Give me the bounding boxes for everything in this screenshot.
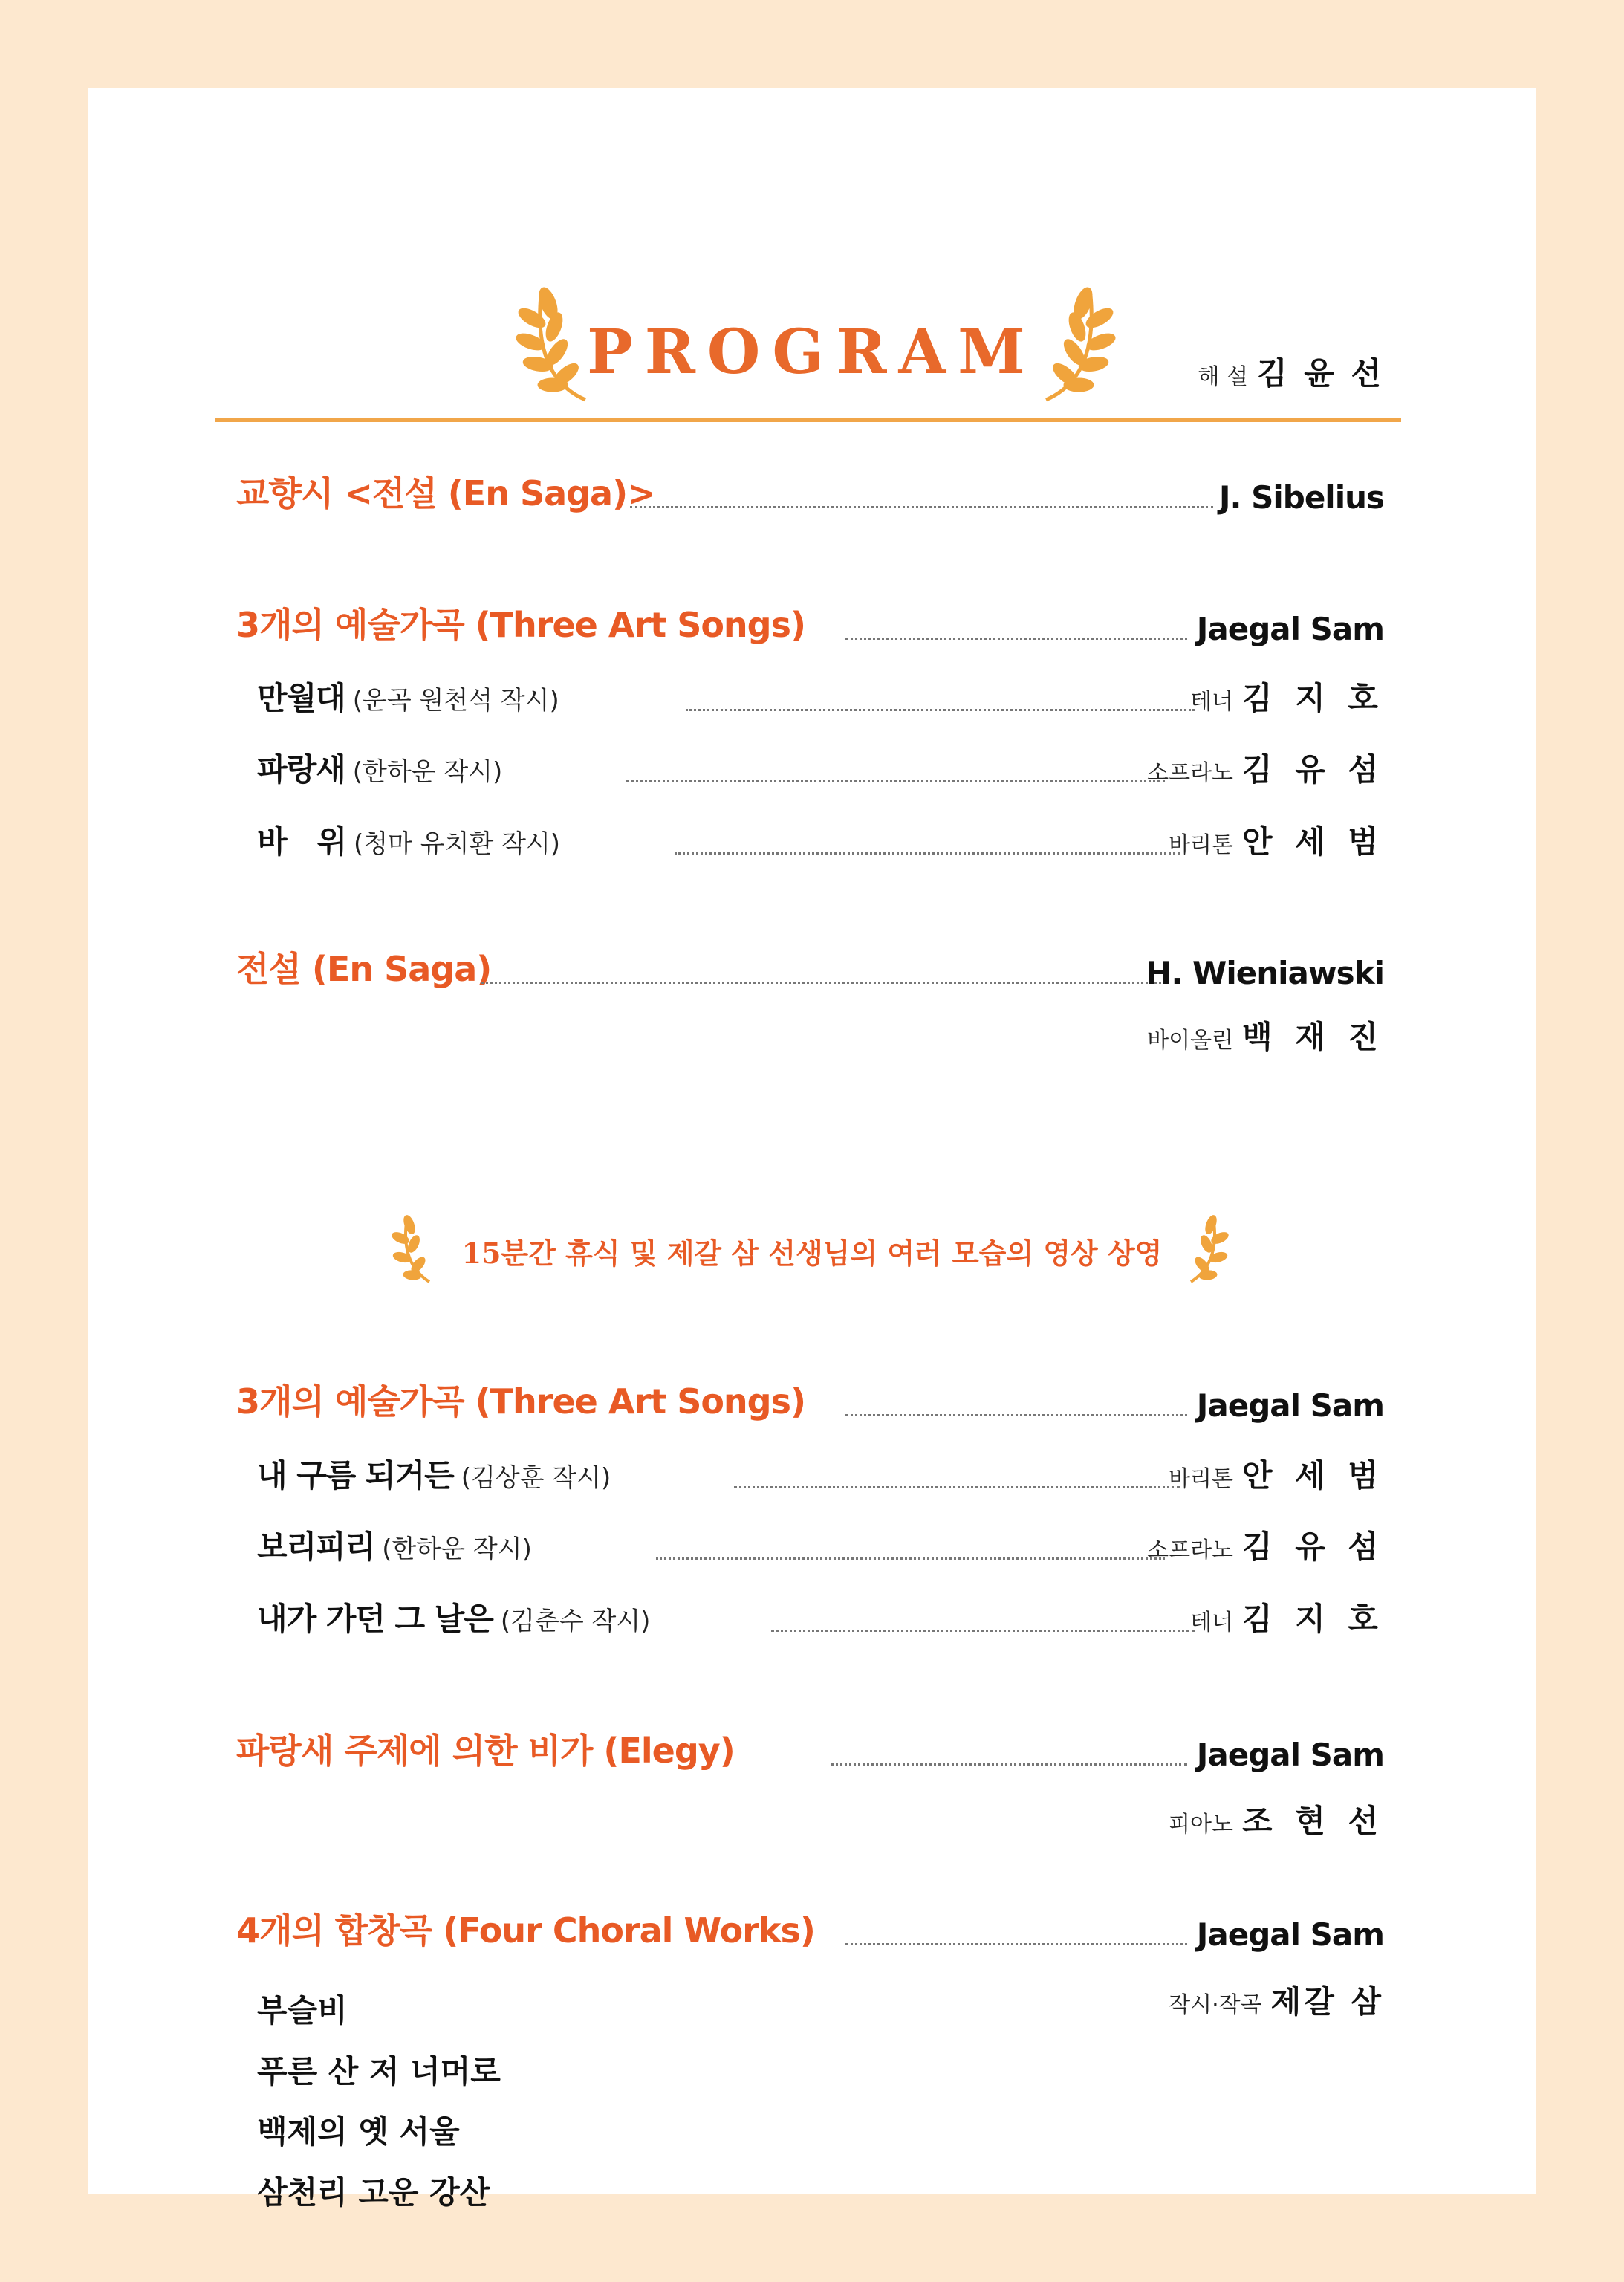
page-title: PROGRAM	[587, 317, 1037, 388]
composer-name: Jaegal Sam	[1196, 1387, 1384, 1424]
performer-name: 제갈 삼	[1270, 1983, 1384, 2020]
performer-name: 안 세 범	[1242, 1457, 1384, 1494]
choral-work: 부슬비	[257, 1992, 348, 2029]
performer-name: 조 현 선	[1242, 1803, 1384, 1839]
performer-role: 테너	[1190, 1610, 1234, 1636]
soloist-credit	[1147, 1013, 1384, 1057]
performer-role: 테너	[1190, 689, 1234, 715]
dot-leader	[481, 982, 1161, 984]
composer-name: Jaegal Sam	[1196, 1737, 1384, 1773]
performer-name: 김 유 섬	[1242, 1529, 1384, 1565]
dot-leader	[686, 709, 1195, 711]
lyricist: (한하운 작시)	[352, 757, 503, 787]
performer-role: 바이올린	[1147, 1028, 1234, 1054]
piece-title: 파랑새 주제에 의한 비가 (Elegy)	[236, 1731, 735, 1771]
song-title: 만월대	[257, 680, 345, 716]
lyricist: (운곡 원천석 작시)	[352, 686, 559, 716]
song-title: 내 구름 되거든	[257, 1457, 454, 1494]
piece-title: 전설 (En Saga)	[236, 949, 492, 989]
program-card	[88, 88, 1536, 2211]
performer-role: 바리톤	[1169, 832, 1234, 858]
narrator-name: 김 윤 선	[1257, 355, 1384, 392]
performer-name: 안 세 범	[1242, 823, 1384, 860]
dot-leader	[630, 506, 1213, 508]
choral-work: 백제의 옛 서울	[257, 2113, 460, 2150]
piece-title: 3개의 예술가곡 (Three Art Songs)	[236, 605, 805, 645]
pianist-credit	[1169, 1797, 1384, 1841]
dot-leader	[675, 852, 1180, 855]
performer-role: 소프라노	[1147, 1537, 1234, 1563]
program-item	[236, 1731, 1384, 1783]
performer-name: 김 지 호	[1242, 1601, 1384, 1637]
composer-name: H. Wieniawski	[1146, 955, 1384, 991]
piece-title: 4개의 합창곡 (Four Choral Works)	[236, 1910, 815, 1951]
song-item	[236, 1598, 1384, 1650]
composer-credit	[1169, 1977, 1384, 2022]
program-item	[236, 1382, 1384, 1434]
song-title: 내가 가던 그 날은	[257, 1601, 493, 1637]
song-title: 보리피리	[257, 1529, 375, 1565]
narrator-credit	[1198, 349, 1384, 394]
dot-leader	[845, 638, 1187, 640]
program-item	[236, 474, 1384, 526]
piece-title: 교향시 <전설 (En Saga)>	[236, 473, 655, 513]
song-title: 파랑새	[257, 751, 345, 788]
dot-leader	[831, 1763, 1187, 1766]
performer-name: 백 재 진	[1242, 1019, 1384, 1055]
piece-title: 3개의 예술가곡 (Three Art Songs)	[236, 1381, 805, 1422]
header-divider	[215, 418, 1401, 422]
laurel-icon	[1024, 281, 1120, 407]
lyricist: (한하운 작시)	[382, 1534, 532, 1564]
choral-work: 푸른 산 저 너머로	[257, 2053, 501, 2090]
dot-leader	[771, 1630, 1195, 1632]
lyricist: (김상훈 작시)	[461, 1463, 611, 1493]
song-item	[236, 677, 1384, 729]
performer-role: 바리톤	[1169, 1466, 1234, 1492]
lyricist: (청마 유치환 작시)	[354, 829, 561, 859]
program-item	[236, 606, 1384, 658]
performer-role: 피아노	[1169, 1812, 1234, 1838]
song-title: 바 위	[257, 823, 347, 860]
dot-leader	[845, 1414, 1187, 1416]
choral-work: 삼천리 고운 강산	[257, 2174, 490, 2211]
song-item	[236, 820, 1384, 872]
song-item	[236, 1526, 1384, 1578]
performer-role: 작시·작곡	[1169, 1992, 1262, 2018]
performer-name: 김 지 호	[1242, 680, 1384, 716]
sprig-icon	[1180, 1211, 1232, 1286]
dot-leader	[626, 780, 1165, 782]
lyricist: (김춘수 작시)	[500, 1607, 651, 1636]
composer-name: Jaegal Sam	[1196, 611, 1384, 647]
dot-leader	[734, 1486, 1180, 1488]
dot-leader	[845, 1943, 1187, 1945]
performer-name: 김 유 섬	[1242, 751, 1384, 788]
program-item	[236, 950, 1384, 1002]
composer-name: J. Sibelius	[1218, 479, 1384, 516]
song-item	[236, 1454, 1384, 1506]
performer-role: 소프라노	[1147, 760, 1234, 786]
song-item	[236, 748, 1384, 800]
intermission-text: 15분간 휴식 및 제갈 삼 선생님의 여러 모습의 영상 상영	[461, 1236, 1163, 1270]
dot-leader	[656, 1557, 1165, 1560]
program-item	[236, 1911, 1384, 1963]
narrator-role: 해 설	[1198, 364, 1249, 390]
composer-name: Jaegal Sam	[1196, 1916, 1384, 1953]
intermission-banner	[88, 1202, 1536, 1306]
